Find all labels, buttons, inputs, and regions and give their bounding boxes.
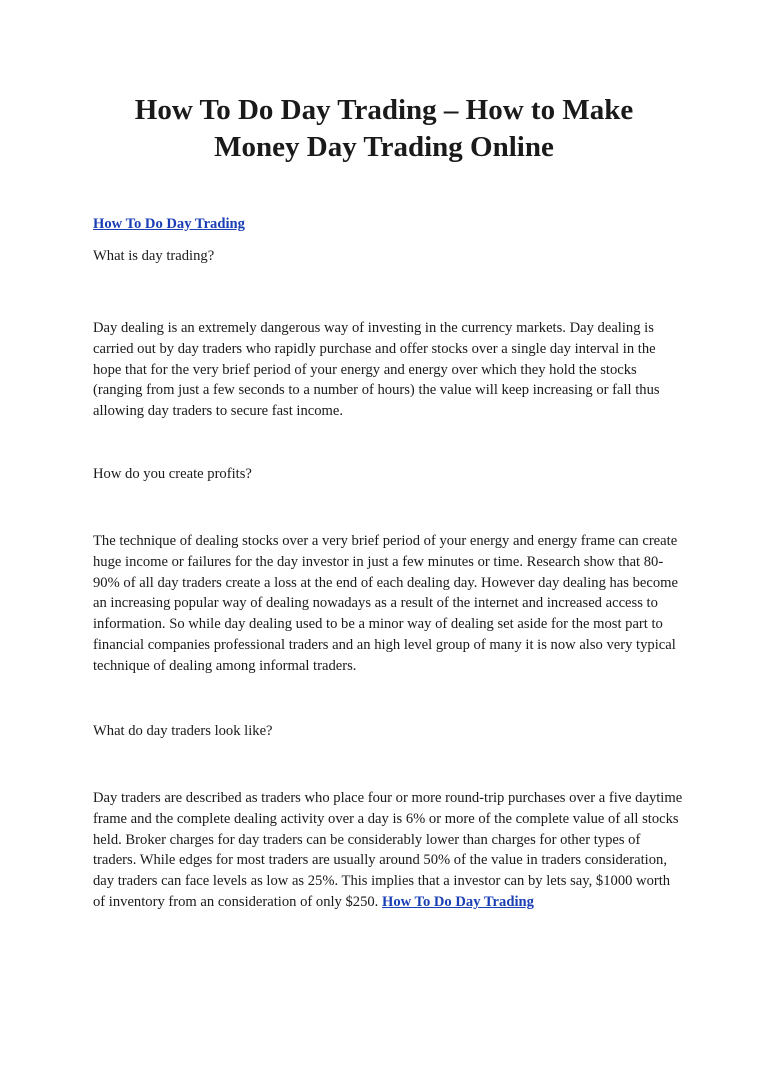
question-heading-2: How do you create profits? (93, 466, 252, 482)
body-paragraph-3 (93, 788, 683, 913)
question-heading-3: What do day traders look like? (93, 723, 273, 739)
bottom-link[interactable]: How To Do Day Trading (381, 893, 534, 910)
body-paragraph-3-text: Day traders are described as traders who place four or more round-trip purchases over a five daytime frame and the complete dealing activity over a day is 6% or more of the complete value of all stocks held. Broker charges for day traders can be considerably lower than charges for other types of traders. While edges for most traders are usually around 50% of the value in traders consideration, day traders can face levels as low as 25%. This implies that a investor can by lets say, $1000 worth of inventory from an consideration of only $250. (93, 790, 683, 910)
body-paragraph-2: The technique of dealing stocks over a very brief period of your energy and energy frame can create huge income or failures for the day investor in just a few minutes or time. Research show that 80-90% of all day traders create a loss at the end of each dealing day. However day dealing has become an increasing popular way of dealing nowadays as a result of the internet and increased access to information. So while day dealing used to be a minor way of dealing set aside for the most part to financial companies professional traders and an high level group of many it is now also very typical technique of dealing among informal traders. (93, 533, 678, 674)
body-paragraph-1: Day dealing is an extremely dangerous way of investing in the currency markets. Day dealing is carried out by day traders who rapidly purchase and offer stocks over a single day interval in the hope that for the very brief period of your energy and energy over which they hold the stocks (ranging from just a few seconds to a number of hours) the value will keep increasing or fall thus allowing day traders to secure fast income. (93, 320, 660, 420)
question-heading-1: What is day trading? (93, 248, 215, 264)
top-link-paragraph (93, 214, 245, 235)
top-link[interactable]: How To Do Day Trading (93, 216, 245, 232)
document-title: How To Do Day Trading – How to Make Money Day Trading Online (134, 94, 634, 163)
